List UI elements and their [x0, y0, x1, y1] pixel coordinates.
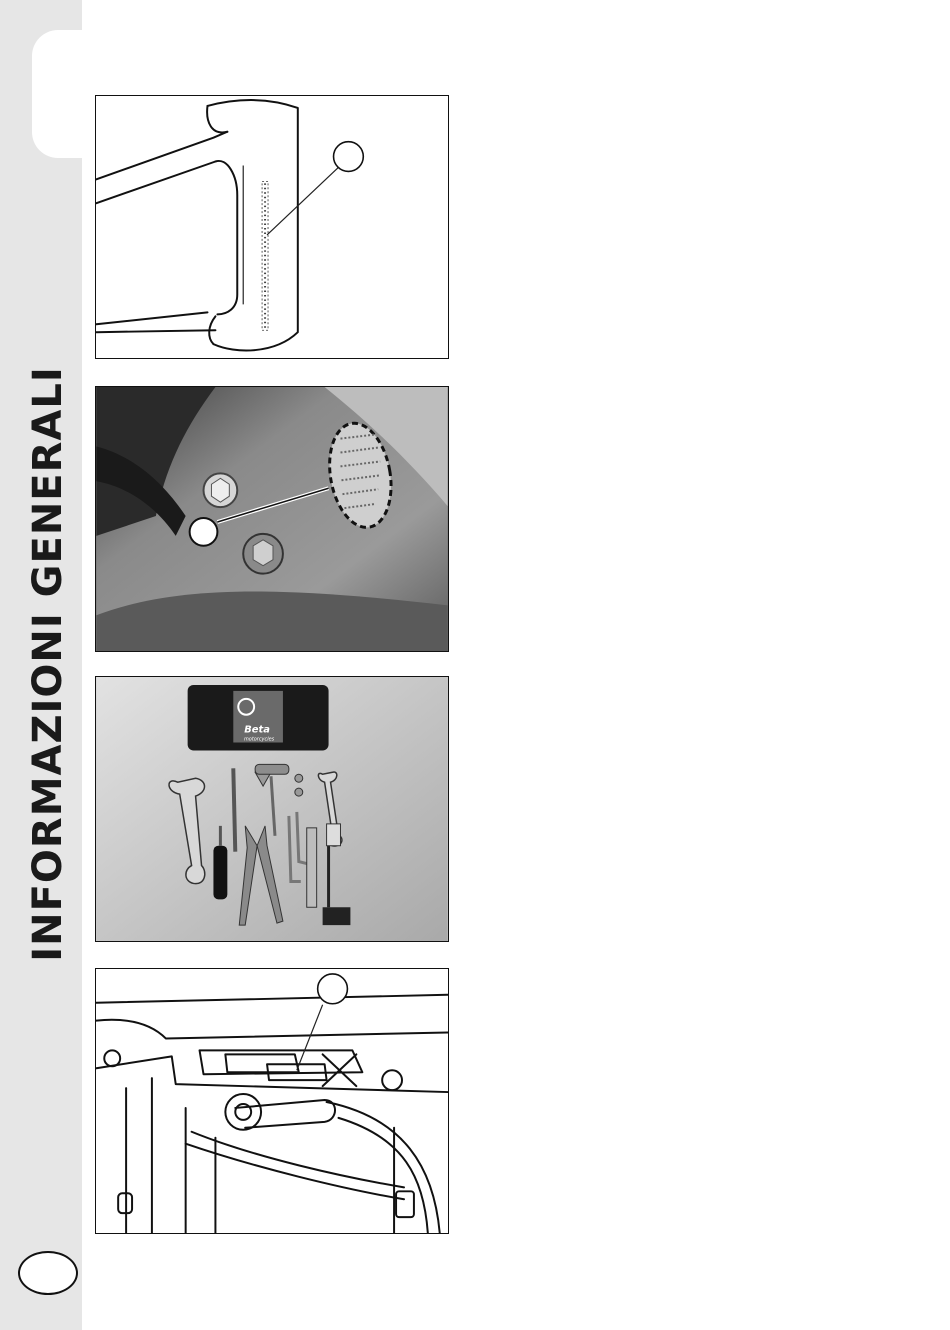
- sidebar: [0, 0, 82, 1330]
- callout-circle: [318, 974, 348, 1004]
- toolkit-figure: [95, 676, 449, 942]
- callout-leader: [297, 1005, 323, 1071]
- bag-logo-subtext: motorcycles: [243, 736, 275, 743]
- engine-photo: [96, 387, 448, 651]
- compartment-figure: [95, 968, 449, 1234]
- serial-engraving: [262, 181, 268, 330]
- callout-circle: [190, 518, 218, 546]
- engine-serial-figure: [95, 386, 449, 652]
- callout-leader: [267, 165, 340, 234]
- callout-circle: [334, 142, 364, 172]
- page-number-oval: [18, 1251, 78, 1295]
- frame-drawing: [96, 96, 448, 358]
- frame-serial-figure: [95, 95, 449, 359]
- section-title: INFORMAZIONI GENERALI: [25, 366, 71, 962]
- sidebar-tab: [32, 30, 84, 158]
- toolkit-photo: [96, 677, 448, 941]
- bag-logo-text: Beta: [244, 724, 270, 736]
- compartment-drawing: [96, 969, 448, 1233]
